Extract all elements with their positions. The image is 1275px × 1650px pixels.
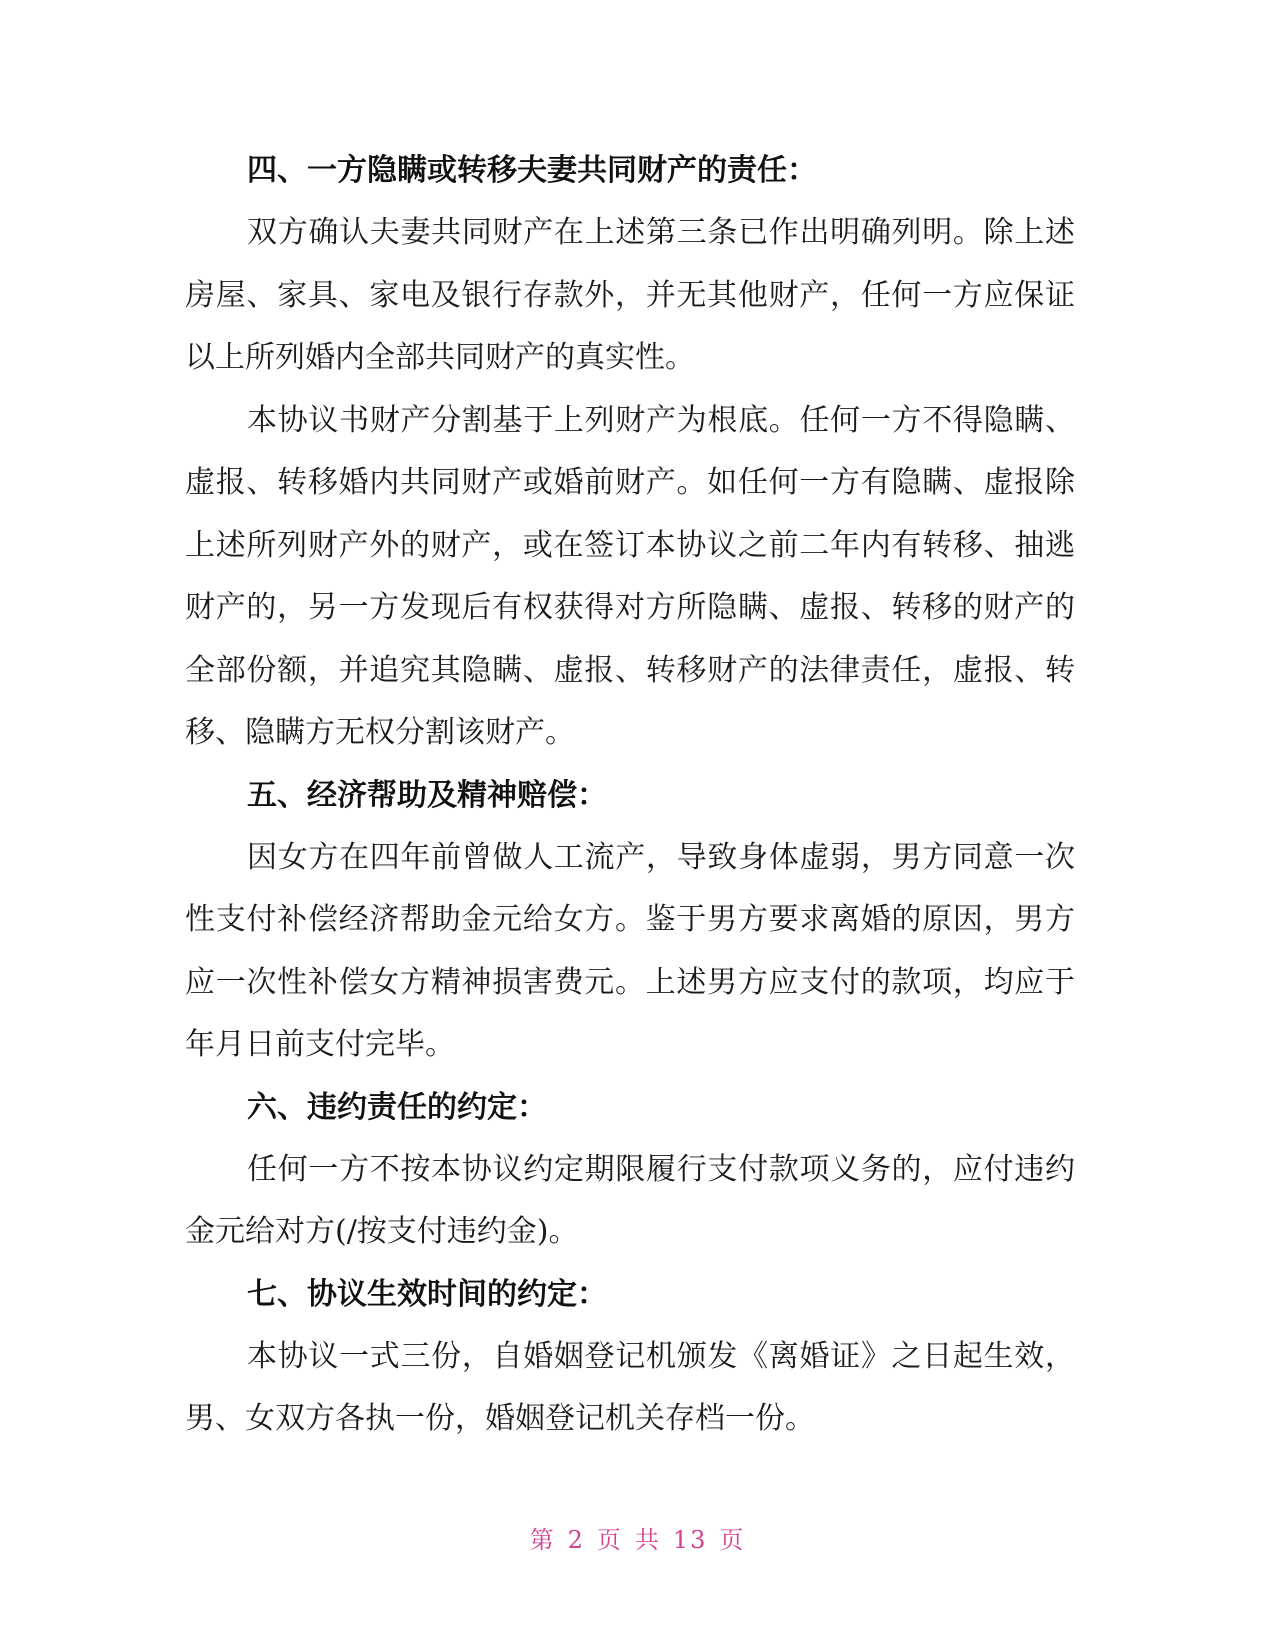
footer-total-pages: 13 [672, 1526, 708, 1554]
section-7 [185, 1264, 1075, 1451]
footer-label-unit-end: 页 [719, 1526, 746, 1554]
section-heading: 四、一方隐瞒或转移夫妻共同财产的责任： [247, 153, 817, 188]
footer-current-page: 2 [567, 1526, 585, 1554]
section-6 [185, 1077, 1075, 1264]
paragraph: 任何一方不按本协议约定期限履行支付款项义务的，应付违约金元给对方(/按支付违约金)。 [185, 1151, 1075, 1249]
footer-label-page: 第 [529, 1526, 556, 1554]
paragraph: 双方确认夫妻共同财产在上述第三条已作出明确列明。除上述房屋、家具、家电及银行存款外，并无其他财产，任何一方应保证以上所列婚内全部共同财产的真实性。 [185, 215, 1075, 375]
document-body [185, 140, 1075, 1451]
section-heading: 五、经济帮助及精神赔偿： [247, 777, 607, 813]
footer-label-total: 共 [634, 1526, 661, 1554]
section-4 [185, 140, 1075, 765]
paragraph: 本协议书财产分割基于上列财产为根底。任何一方不得隐瞒、虚报、转移婚内共同财产或婚前财产。如任何一方有隐瞒、虚报除上述所列财产外的财产，或在签订本协议之前二年内有转移、抽逃财产的，另一方发现后有权获得对方所隐瞒、虚报、转移的财产的全部份额，并追究其隐瞒、虚报、转移财产的法律责任，虚报、转移、隐瞒方无权分割该财产。 [185, 402, 1075, 750]
page-number-footer [0, 1520, 1275, 1555]
section-heading: 七、协议生效时间的约定： [247, 1276, 607, 1312]
section-5 [185, 765, 1075, 1077]
footer-label-unit: 页 [596, 1526, 623, 1554]
section-heading: 六、违约责任的约定： [247, 1089, 547, 1125]
paragraph: 本协议一式三份，自婚姻登记机颁发《离婚证》之日起生效，男、女双方各执一份，婚姻登记机关存档一份。 [185, 1338, 1075, 1436]
paragraph: 因女方在四年前曾做人工流产，导致身体虚弱，男方同意一次性支付补偿经济帮助金元给女方。鉴于男方要求离婚的原因，男方应一次性补偿女方精神损害费元。上述男方应支付的款项，均应于年月日前支付完毕。 [185, 839, 1075, 1062]
